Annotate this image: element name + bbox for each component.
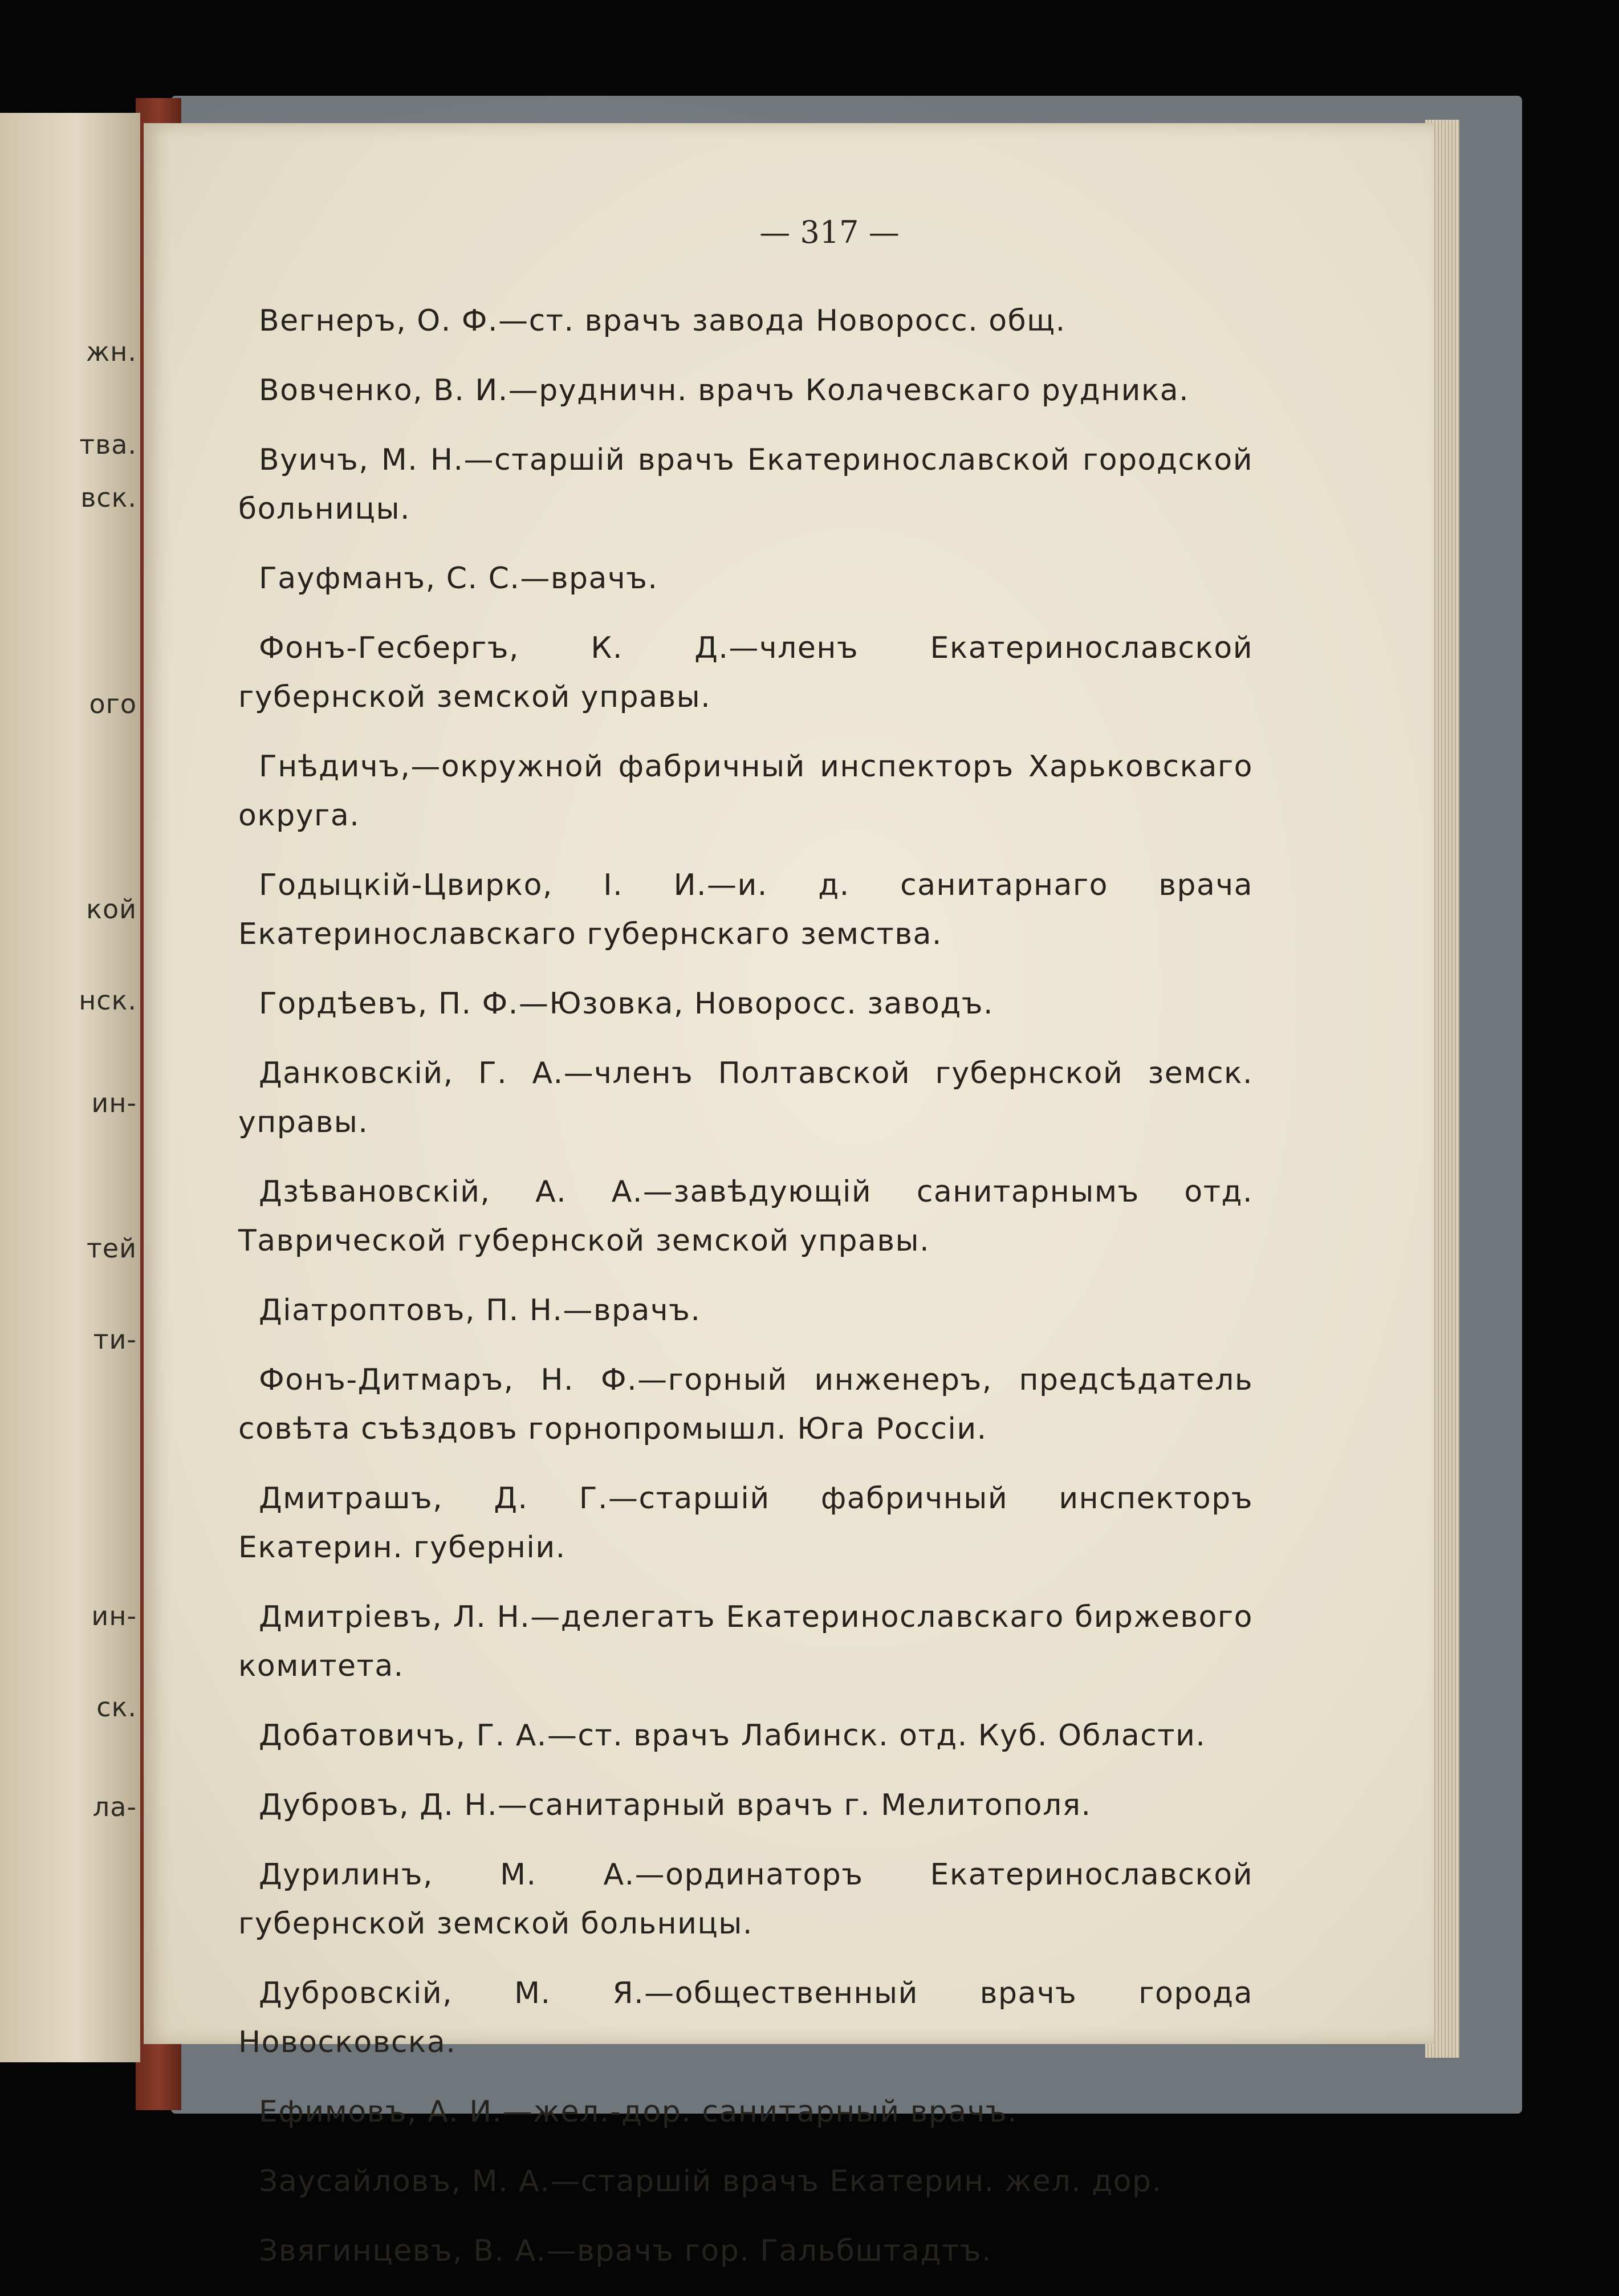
- left-fragment: ин-: [91, 1601, 137, 1631]
- entry: Гауфманъ, С. С.—врачъ.: [259, 561, 658, 596]
- entry: Ефимовъ, А. И.—жел.-дор. санитарный врачъ.: [259, 2095, 1018, 2129]
- entry: Діатроптовъ, П. Н.—врачъ.: [259, 1293, 701, 1328]
- entry-list: [238, 296, 1253, 2296]
- entry: Фонъ-Дитмаръ, Н. Ф.—горный инженеръ, предсѣдатель совѣта съѣздовъ горнопромышл. Юга Россіи.: [238, 1363, 1253, 1446]
- left-fragment: вск.: [80, 482, 137, 513]
- entry: Вегнеръ, О. Ф.—ст. врачъ завода Новоросс. общ.: [259, 304, 1066, 338]
- left-fragment: тей: [87, 1233, 137, 1264]
- entry: Дубровскій, М. Я.—общественный врачъ города Новосковска.: [238, 1976, 1253, 2059]
- entry: Данковскій, Г. А.—членъ Полтавской губернской земск. управы.: [238, 1056, 1253, 1139]
- entry: Дубровъ, Д. Н.—санитарный врачъ г. Мелитополя.: [259, 1788, 1092, 1822]
- entry: Фонъ-Гесбергъ, К. Д.—членъ Екатеринославской губернской земской управы.: [238, 631, 1253, 714]
- left-fragment: тва.: [79, 429, 137, 460]
- left-page: [0, 113, 140, 2062]
- entry: Заусайловъ, М. А.—старшій врачъ Екатерин. жел. дор.: [259, 2164, 1162, 2199]
- left-fragment: ин-: [91, 1088, 137, 1118]
- entry: Дмитріевъ, Л. Н.—делегатъ Екатеринославскаго биржевого комитета.: [238, 1600, 1253, 1683]
- entry: Звягинцевъ, В. А.—врачъ гор. Гальбштадтъ.: [259, 2234, 992, 2268]
- entry: Дмитрашъ, Д. Г.—старшій фабричный инспекторъ Екатерин. губерніи.: [238, 1481, 1253, 1565]
- entry: Гнѣдичъ,—окружной фабричный инспекторъ Харьковскаго округа.: [238, 750, 1253, 833]
- entry: Вовченко, В. И.—рудничн. врачъ Колачевскаго рудника.: [259, 373, 1190, 408]
- entry: Добатовичъ, Г. А.—ст. врачъ Лабинск. отд. Куб. Области.: [259, 1719, 1206, 1753]
- left-fragment: кой: [86, 894, 137, 925]
- entry: Вуичъ, М. Н.—старшій врачъ Екатеринославской городской больницы.: [238, 443, 1253, 526]
- entry: Гордѣевъ, П. Ф.—Юзовка, Новоросс. заводъ.: [259, 987, 994, 1021]
- left-fragment: ти-: [93, 1324, 137, 1355]
- left-fragment: нск.: [79, 985, 137, 1016]
- entry: Дурилинъ, М. А.—ординаторъ Екатеринославской губернской земской больницы.: [238, 1858, 1253, 1941]
- left-fragment: ого: [89, 689, 137, 719]
- left-fragment: ск.: [96, 1692, 137, 1723]
- entry: Дзѣвановскій, А. А.—завѣдующій санитарнымъ отд. Таврической губернской земской управы.: [238, 1175, 1253, 1258]
- entry: Годыцкій-Цвирко, І. И.—и. д. санитарнаго врача Екатеринославскаго губернскаго земства.: [238, 868, 1253, 951]
- page-number: — 317 —: [759, 214, 900, 250]
- left-fragment: ла-: [92, 1792, 137, 1822]
- left-fragment: жн.: [86, 336, 137, 367]
